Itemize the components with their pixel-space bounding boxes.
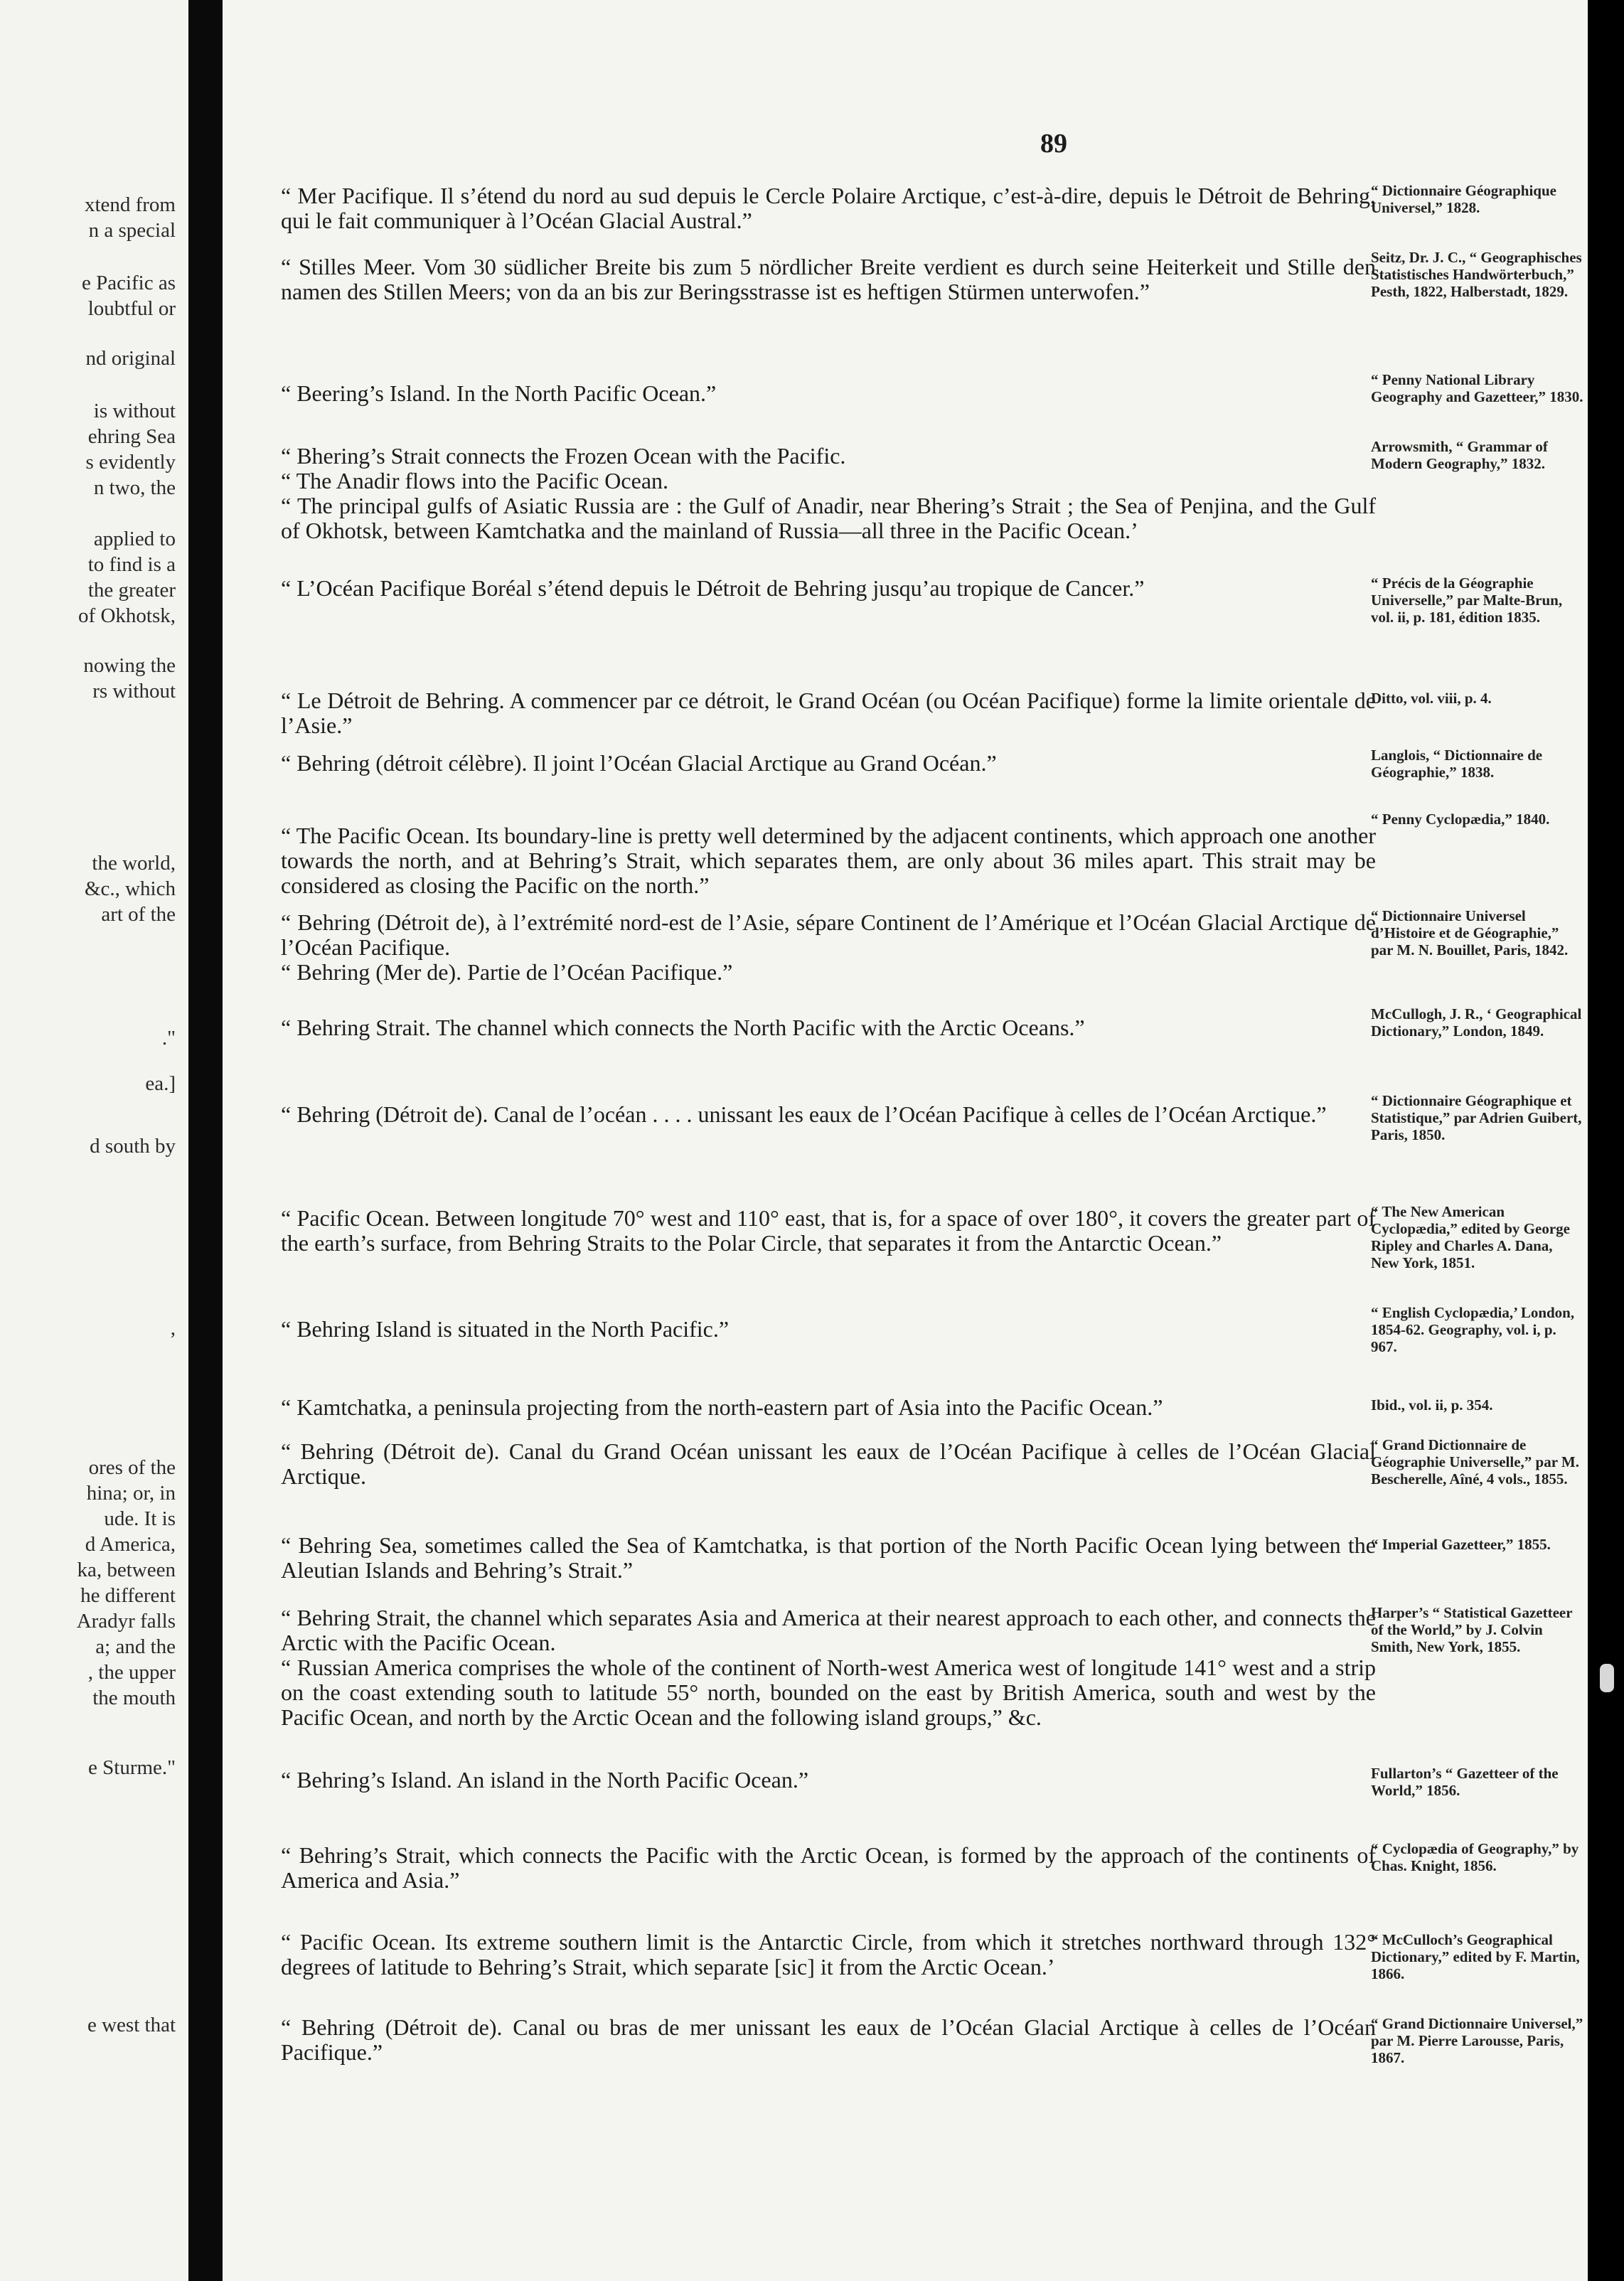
quotation-entry	[281, 183, 1376, 233]
quotation-entry	[281, 381, 1376, 406]
quotation-entry	[281, 1439, 1376, 1489]
prev-page-text-line: the world,	[92, 852, 176, 875]
prev-page-text-line: the mouth	[92, 1687, 176, 1709]
quotation-entry	[281, 1533, 1376, 1583]
quotation-paragraph: “ Behring (Détroit de), à l’extrémité nord-est de l’Asie, sépare Continent de l’Amérique et l’Océan Glacial Arctique de l’Océan Pacifique.	[281, 909, 1376, 960]
prev-page-text-line: , the upper	[87, 1661, 176, 1684]
quotation-paragraph: “ Behring Strait. The channel which connects the North Pacific with the Arctic Oceans.”	[281, 1015, 1085, 1040]
quotation-entry	[281, 1395, 1376, 1420]
source-citation: “ Précis de la Géographie Universelle,” par Malte-Brun, vol. ii, p. 181, édition 1835.	[1371, 575, 1563, 626]
source-citation: “ Penny National Library Geography and Gazetteer,” 1830.	[1371, 371, 1583, 405]
prev-page-text-line: ude. It is	[104, 1507, 176, 1530]
quotation-paragraph: “ L’Océan Pacifique Boréal s’étend depuis le Détroit de Behring jusqu’au tropique de Cancer.”	[281, 575, 1145, 601]
source-citation: “ The New American Cyclopædia,” edited by George Ripley and Charles A. Dana, New York, 1851.	[1371, 1203, 1570, 1271]
previous-page-fragment	[0, 0, 188, 2281]
prev-page-text-line: art of the	[101, 903, 176, 926]
quotation-paragraph: “ The Pacific Ocean. Its boundary-line is pretty well determined by the adjacent continents, which approach one another towards the north, and at Behring’s Strait, which separates them, are only about 36 miles apart. This strait may be considered as closing the Pacific on the north.”	[281, 823, 1376, 898]
prev-page-text-line: loubtful or	[87, 297, 176, 320]
quotation-paragraph: “ Bhering’s Strait connects the Frozen Ocean with the Pacific.	[281, 443, 846, 469]
source-citation: “ Grand Dictionnaire de Géographie Universelle,” par M. Bescherelle, Aîné, 4 vols., 1855.	[1371, 1436, 1579, 1487]
quotation-paragraph: “ Behring (Détroit de). Canal de l’océan . . . . unissant les eaux de l’Océan Pacifique à celles de l’Océan Arctique.”	[281, 1101, 1327, 1127]
prev-page-text-line: e Sturme."	[88, 1756, 176, 1779]
prev-page-text-line: Aradyr falls	[76, 1610, 176, 1633]
quotation-paragraph: “ Behring (Détroit de). Canal ou bras de mer unissant les eaux de l’Océan Glacial Arctique à celles de l’Océan Pacifique.”	[281, 2014, 1376, 2065]
page-number: 89	[1040, 129, 1067, 159]
quotation-entry	[281, 823, 1376, 898]
quotation-entry	[281, 1768, 1376, 1793]
quotation-entry	[281, 1317, 1376, 1342]
prev-page-text-line: applied to	[93, 528, 176, 550]
edge-tab-mark	[1600, 1664, 1614, 1692]
source-citation: Harper’s “ Statistical Gazetteer of the World,” by J. Colvin Smith, New York, 1855.	[1371, 1604, 1573, 1655]
quotation-entry	[281, 1206, 1376, 1256]
quotation-entry	[281, 1606, 1376, 1730]
quotation-paragraph: “ The principal gulfs of Asiatic Russia are : the Gulf of Anadir, near Bhering’s Strait ; the Sea of Penjina, and the Gulf of Okhotsk, between Kamtchatka and the mainland of Russia—all three in the Pacific Ocean.’	[281, 493, 1376, 543]
quotation-entry	[281, 1930, 1376, 1980]
source-citation: McCullogh, J. R., ‘ Geographical Dictionary,” London, 1849.	[1371, 1005, 1582, 1040]
quotation-paragraph: “ Behring’s Strait, which connects the Pacific with the Arctic Ocean, is formed by the approach of the continents of America and Asia.”	[281, 1842, 1376, 1893]
quotation-paragraph: “ Behring Sea, sometimes called the Sea of Kamtchatka, is that portion of the North Pacific Ocean lying between the Aleutian Islands and Behring’s Strait.”	[281, 1532, 1376, 1583]
source-citation: “ English Cyclopædia,’ London, 1854-62. Geography, vol. i, p. 967.	[1371, 1304, 1575, 1355]
prev-page-text-line: ehring Sea	[87, 425, 176, 448]
quotation-entry	[281, 2015, 1376, 2065]
prev-page-text-line: rs without	[92, 680, 176, 703]
prev-page-text-line: a; and the	[95, 1635, 176, 1658]
quotation-paragraph: “ Kamtchatka, a peninsula projecting from the north-eastern part of Asia into the Pacific Ocean.”	[281, 1394, 1163, 1420]
quotation-paragraph: “ Behring (Mer de). Partie de l’Océan Pacifique.”	[281, 959, 733, 985]
quotation-paragraph: “ Behring Island is situated in the North Pacific.”	[281, 1316, 730, 1342]
source-citation: “ McCulloch’s Geographical Dictionary,” edited by F. Martin, 1866.	[1371, 1931, 1580, 1982]
source-citation: “ Dictionnaire Géographique Universel,” 1828.	[1371, 182, 1556, 216]
quotation-paragraph: “ Pacific Ocean. Its extreme southern limit is the Antarctic Circle, from which it stretches northward through 132° degrees of latitude to Behring’s Strait, which separate [sic] it from the Arctic Ocean.’	[281, 1929, 1376, 1980]
source-citation: Ibid., vol. ii, p. 354.	[1371, 1396, 1493, 1414]
quotation-paragraph: “ Mer Pacifique. Il s’étend du nord au sud depuis le Cercle Polaire Arctique, c’est-à-dire, depuis le Détroit de Behring, qui le fait communiquer à l’Océan Glacial Austral.”	[281, 183, 1376, 233]
source-citation: Seitz, Dr. J. C., “ Geographisches Statistisches Handwörterbuch,” Pesth, 1822, Halberstadt, 1829.	[1371, 249, 1582, 300]
prev-page-text-line: ,	[170, 1317, 176, 1340]
source-citation: “ Grand Dictionnaire Universel,” par M. Pierre Larousse, Paris, 1867.	[1371, 2015, 1583, 2066]
quotation-paragraph: “ Behring Strait, the channel which separates Asia and America at their nearest approach to each other, and connects the Arctic with the Pacific Ocean.	[281, 1605, 1376, 1655]
prev-page-text-line: ."	[161, 1027, 176, 1049]
prev-page-text-line: nd original	[85, 347, 176, 370]
quotation-paragraph: “ Behring (Détroit de). Canal du Grand Océan unissant les eaux de l’Océan Pacifique à celles de l’Océan Glacial Arctique.	[281, 1438, 1376, 1489]
quotation-entry	[281, 576, 1376, 601]
prev-page-text-line: &c., which	[84, 877, 176, 900]
quotation-paragraph: “ Behring’s Island. An island in the North Pacific Ocean.”	[281, 1767, 809, 1793]
quotation-paragraph: “ Le Détroit de Behring. A commencer par ce détroit, le Grand Océan (ou Océan Pacifique) forme la limite orientale de l’Asie.”	[281, 688, 1376, 738]
quotation-paragraph: “ Stilles Meer. Vom 30 südlicher Breite bis zum 5 nördlicher Breite verdient es durch seine Heiterkeit und Stille den namen des Stillen Meers; von da an bis zur Beringsstrasse ist es heftigen Stürmen unterwofen.”	[281, 254, 1376, 304]
source-citation: Arrowsmith, “ Grammar of Modern Geography,” 1832.	[1371, 438, 1548, 472]
prev-page-text-line: ores of the	[88, 1456, 176, 1479]
prev-page-text-line: e west that	[87, 2014, 176, 2036]
prev-page-text-line: d America,	[85, 1533, 176, 1556]
source-citation: “ Penny Cyclopædia,” 1840.	[1371, 811, 1550, 828]
book-gutter	[188, 0, 223, 2281]
source-citation: Ditto, vol. viii, p. 4.	[1371, 690, 1492, 707]
prev-page-text-line: of Okhotsk,	[78, 604, 176, 627]
quotation-entry	[281, 1843, 1376, 1893]
prev-page-text-line: is without	[93, 400, 176, 422]
prev-page-text-line: s evidently	[85, 451, 176, 474]
quotation-entry	[281, 444, 1376, 543]
quotation-paragraph: “ Russian America comprises the whole of the continent of North-west America west of longitude 141° west and a strip on the coast extending south to latitude 55° north, bounded on the east by British America, south and west by the Pacific Ocean, and north by the Arctic Ocean and the following island groups,” &c.	[281, 1655, 1376, 1730]
source-citation: Fullarton’s “ Gazetteer of the World,” 1856.	[1371, 1765, 1559, 1799]
prev-page-text-line: n two, the	[93, 476, 176, 499]
prev-page-text-line: ea.]	[145, 1072, 176, 1095]
quotation-entry	[281, 910, 1376, 985]
prev-page-text-line: nowing the	[83, 654, 176, 677]
quotation-entry	[281, 1015, 1376, 1040]
prev-page-text-line: ka, between	[77, 1559, 176, 1581]
quotation-entry	[281, 688, 1376, 738]
source-citation: “ Imperial Gazetteer,” 1855.	[1371, 1536, 1551, 1553]
prev-page-text-line: xtend from	[84, 193, 176, 216]
source-citation: “ Dictionnaire Universel d’Histoire et de Géographie,” par M. N. Bouillet, Paris, 1842.	[1371, 907, 1569, 958]
prev-page-text-line: n a special	[88, 219, 176, 242]
prev-page-text-line: to find is a	[87, 553, 176, 576]
quotation-entry	[281, 255, 1376, 304]
prev-page-text-line: he different	[80, 1584, 176, 1607]
prev-page-text-line: the greater	[87, 579, 176, 602]
quotation-paragraph: “ Pacific Ocean. Between longitude 70° west and 110° east, that is, for a space of over 180°, it covers the greater part of the earth’s surface, from Behring Straits to the Polar Circle, that separates it from the Antarctic Ocean.”	[281, 1205, 1376, 1256]
document-page	[223, 0, 1588, 2281]
source-citation: “ Dictionnaire Géographique et Statistique,” par Adrien Guibert, Paris, 1850.	[1371, 1092, 1582, 1143]
prev-page-text-line: hina; or, in	[86, 1482, 176, 1505]
quotation-paragraph: “ The Anadir flows into the Pacific Ocean.	[281, 468, 669, 493]
prev-page-text-line: d south by	[90, 1135, 176, 1158]
quotation-entry	[281, 751, 1376, 776]
prev-page-text-line: e Pacific as	[81, 272, 176, 294]
quotation-paragraph: “ Behring (détroit célèbre). Il joint l’Océan Glacial Arctique au Grand Océan.”	[281, 750, 997, 776]
quotation-entry	[281, 1102, 1376, 1127]
right-margin	[1588, 0, 1624, 2281]
source-citation: Langlois, “ Dictionnaire de Géographie,” 1838.	[1371, 747, 1543, 781]
source-citation: “ Cyclopædia of Geography,” by Chas. Knight, 1856.	[1371, 1840, 1579, 1874]
quotation-paragraph: “ Beering’s Island. In the North Pacific Ocean.”	[281, 380, 717, 406]
